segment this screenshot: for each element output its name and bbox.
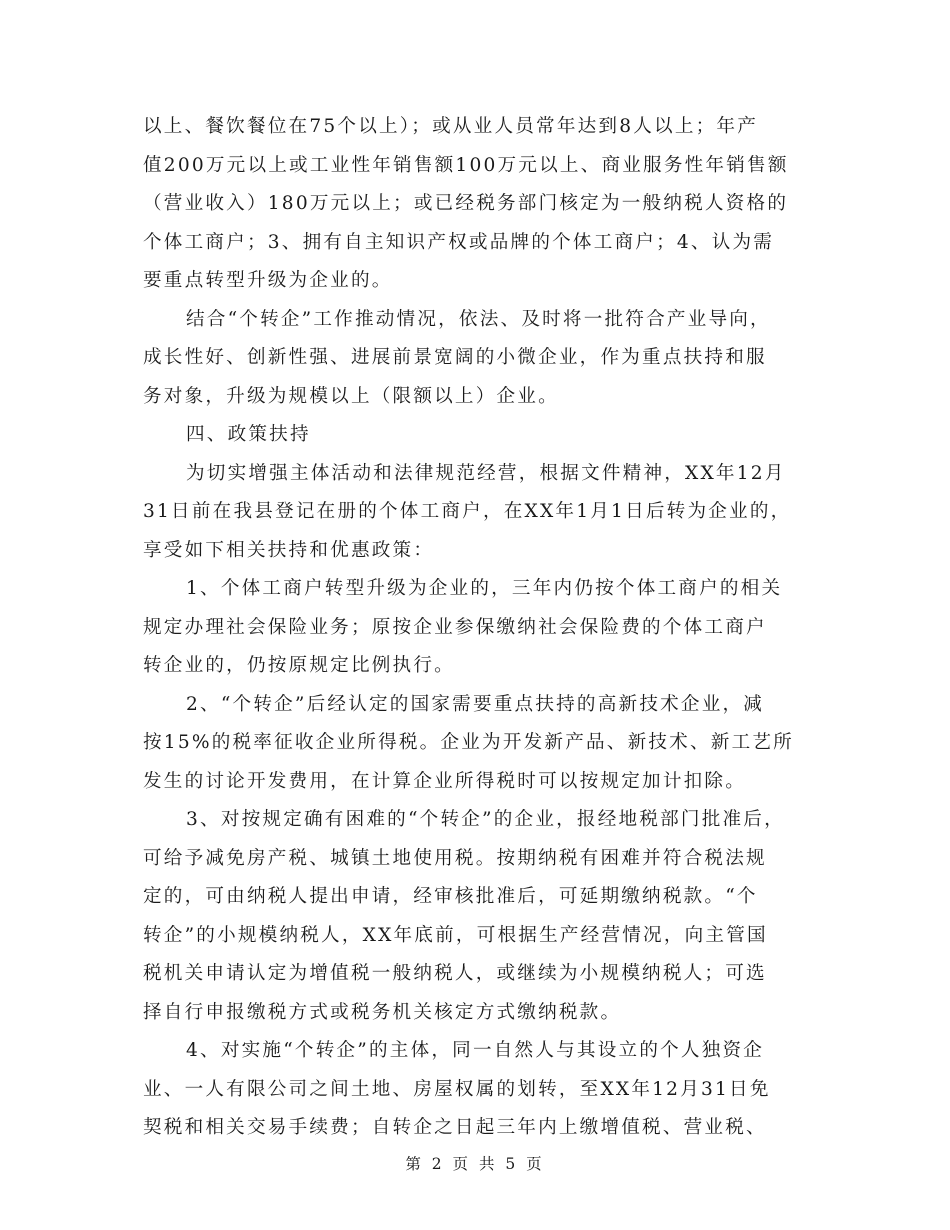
- text-line: 享受如下相关扶持和优惠政策：: [143, 539, 435, 561]
- text-line: 定的，可由纳税人提出申请，经审核批准后，可延期缴纳税款。“个: [143, 886, 758, 907]
- text-line: 契税和相关交易手续费；自转企之日起三年内上缴增值税、营业税、: [143, 1117, 767, 1138]
- text-line: 转企业的，仍按原规定比例执行。: [143, 655, 455, 676]
- text-line: 择自行申报缴税方式或税务机关核定方式缴纳税款。: [143, 1001, 622, 1023]
- text-line: 发生的讨论开发费用，在计算企业所得税时可以按规定加计扣除。: [143, 770, 747, 792]
- text-line: 为切实增强主体活动和法律规范经营，根据文件精神，XX年12月: [186, 462, 786, 484]
- text-line: 四、政策扶持: [186, 424, 311, 445]
- text-line: （营业收入）180万元以上；或已经税务部门核定为一般纳税人资格的: [143, 193, 789, 214]
- text-line: 以上、餐饮餐位在75个以上）；或从业人员常年达到8人以上；年产: [143, 116, 759, 137]
- text-line: 规定办理社会保险业务；原按企业参保缴纳社会保险费的个体工商户: [143, 616, 767, 638]
- page-footer: 第 2 页 共 5 页: [405, 1155, 545, 1173]
- text-line: 业、一人有限公司之间土地、房屋权属的划转，至XX年12月31日免: [143, 1078, 771, 1100]
- text-line: 税机关申请认定为增值税一般纳税人，或继续为小规模纳税人；可选: [143, 963, 767, 984]
- text-line: 3、对按规定确有困难的“个转企”的企业，报经地税部门批准后，: [186, 809, 785, 830]
- text-line: 个体工商户；3、拥有自主知识产权或品牌的个体工商户；4、认为需: [143, 231, 775, 253]
- text-line: 31日前在我县登记在册的个体工商户，在XX年1月1日后转为企业的，: [143, 501, 792, 522]
- text-line: 1、个体工商户转型升级为企业的，三年内仍按个体工商户的相关: [186, 578, 783, 599]
- text-line: 要重点转型升级为企业的。: [143, 270, 393, 291]
- text-line: 4、对实施“个转企”的主体，同一自然人与其设立的个人独资企: [186, 1040, 765, 1061]
- text-line: 可给予减免房产税、城镇土地使用税。按期纳税有困难并符合税法规: [143, 847, 767, 869]
- text-line: 2、“个转企”后经认定的国家需要重点扶持的高新技术企业，减: [186, 693, 765, 715]
- text-line: 结合“个转企”工作推动情况，依法、及时将一批符合产业导向，: [186, 308, 771, 330]
- text-line: 转企”的小规模纳税人，XX年底前，可根据生产经营情况，向主管国: [143, 924, 768, 946]
- text-line: 成长性好、创新性强、进展前景宽阔的小微企业，作为重点扶持和服: [143, 347, 767, 368]
- text-line: 按15%的税率征收企业所得税。企业为开发新产品、新技术、新工艺所: [143, 732, 794, 753]
- text-line: 值200万元以上或工业性年销售额100万元以上、商业服务性年销售额: [143, 154, 789, 176]
- document-body: [143, 108, 815, 1148]
- text-line: 务对象，升级为规模以上（限额以上）企业。: [143, 385, 559, 407]
